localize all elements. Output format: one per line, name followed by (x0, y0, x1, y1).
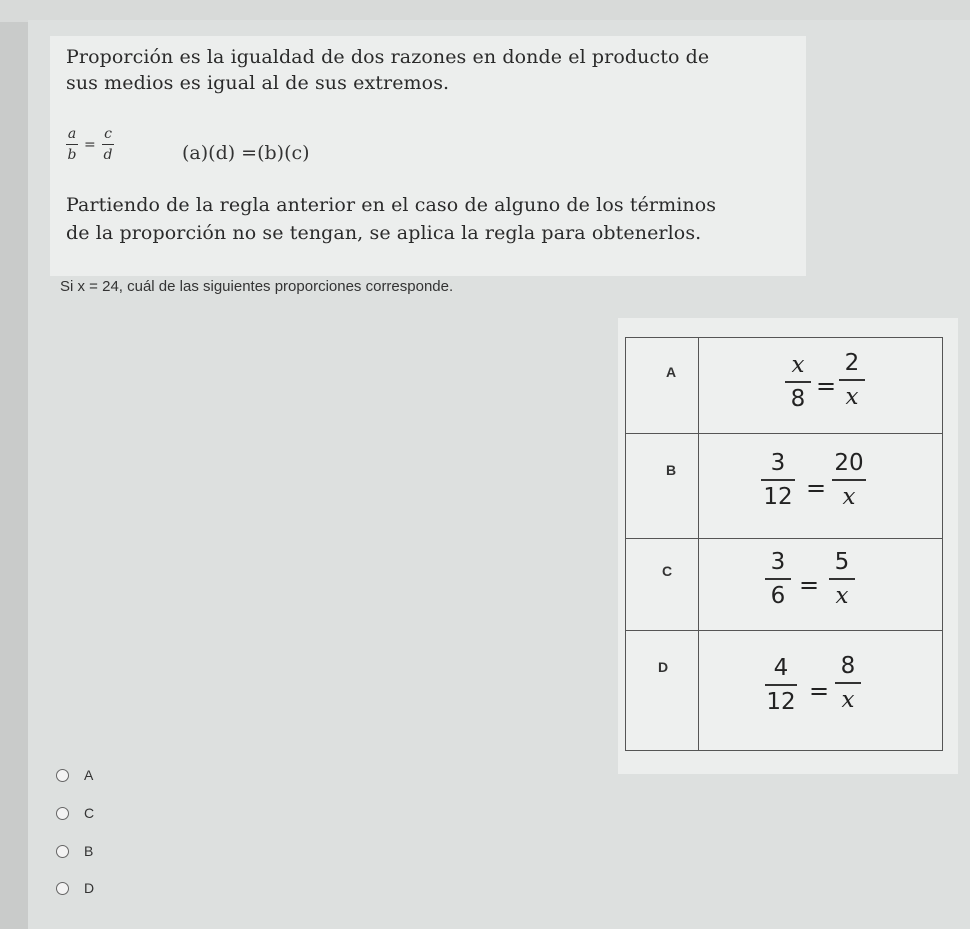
formula-d: d (103, 147, 113, 163)
radio-button[interactable] (56, 882, 69, 895)
denominator: x (842, 483, 856, 510)
formula-a: a (67, 126, 77, 142)
formula-c: c (104, 126, 112, 142)
option-label[interactable]: B (84, 843, 94, 859)
table-row (626, 434, 943, 539)
answer-option-c[interactable] (56, 805, 94, 821)
numerator: 3 (770, 549, 786, 575)
right-fraction (829, 549, 855, 609)
right-fraction (835, 653, 861, 713)
denominator: x (835, 582, 849, 609)
equals-sign: = (809, 677, 830, 705)
row-letter-cell (626, 631, 699, 751)
numerator: 4 (773, 655, 789, 681)
row-letter-cell (626, 434, 699, 539)
equals-sign: = (806, 474, 827, 502)
denominator: x (845, 383, 859, 410)
radio-button[interactable] (56, 769, 69, 782)
proportion-cell (699, 631, 943, 751)
answer-option-a[interactable] (56, 767, 93, 783)
denominator: x (841, 686, 855, 713)
numerator: 5 (834, 549, 850, 575)
denominator: 12 (766, 688, 796, 715)
numerator: 2 (844, 350, 860, 376)
denominator: 6 (770, 582, 786, 609)
intro-line-1: Proporción es la igualdad de dos razones en donde el producto de (66, 46, 710, 68)
intro-line-3: Partiendo de la regla anterior en el caso de alguno de los términos (66, 194, 717, 216)
fraction-c-d (102, 126, 114, 163)
question-text: Si x = 24, cuál de las siguientes proporciones corresponde. (60, 278, 454, 295)
equals-sign: = (816, 372, 837, 400)
numerator: 3 (770, 450, 786, 476)
numerator: 8 (840, 653, 856, 679)
denominator: 12 (763, 483, 793, 510)
right-fraction (839, 350, 865, 410)
left-fraction (765, 655, 797, 715)
fraction-a-b (66, 126, 78, 163)
row-letter-cell (626, 539, 699, 631)
radio-button[interactable] (56, 807, 69, 820)
option-label[interactable]: C (84, 805, 95, 821)
formula-b: b (67, 147, 77, 163)
page-top-strip (0, 0, 970, 22)
option-label[interactable]: A (84, 767, 94, 783)
left-fraction (765, 549, 791, 609)
answer-option-b[interactable] (56, 843, 93, 859)
formula-equals: = (84, 137, 96, 153)
options-table (625, 337, 943, 751)
intro-line-4: de la proporción no se tengan, se aplica la regla para obtenerlos. (66, 222, 702, 244)
answer-option-d[interactable] (56, 880, 94, 896)
option-label[interactable]: D (84, 880, 95, 896)
row-letter: D (658, 659, 669, 675)
numerator: 20 (834, 450, 864, 476)
table-row (626, 539, 943, 631)
right-fraction (832, 450, 866, 510)
equals-sign: = (799, 571, 820, 599)
denominator: 8 (790, 385, 806, 412)
radio-button[interactable] (56, 845, 69, 858)
proportion-cell (699, 338, 943, 434)
row-letter-cell (626, 338, 699, 434)
numerator: x (791, 352, 805, 378)
product-rule: (a)(d) =(b)(c) (182, 142, 310, 164)
left-fraction (785, 352, 811, 412)
proportion-cell (699, 539, 943, 631)
row-letter: B (666, 462, 677, 478)
left-fraction (761, 450, 795, 510)
table-row (626, 631, 943, 751)
proportion-cell (699, 434, 943, 539)
row-letter: C (662, 563, 673, 579)
intro-line-2: sus medios es igual al de sus extremos. (66, 72, 450, 94)
row-letter: A (666, 364, 677, 380)
table-row (626, 338, 943, 434)
